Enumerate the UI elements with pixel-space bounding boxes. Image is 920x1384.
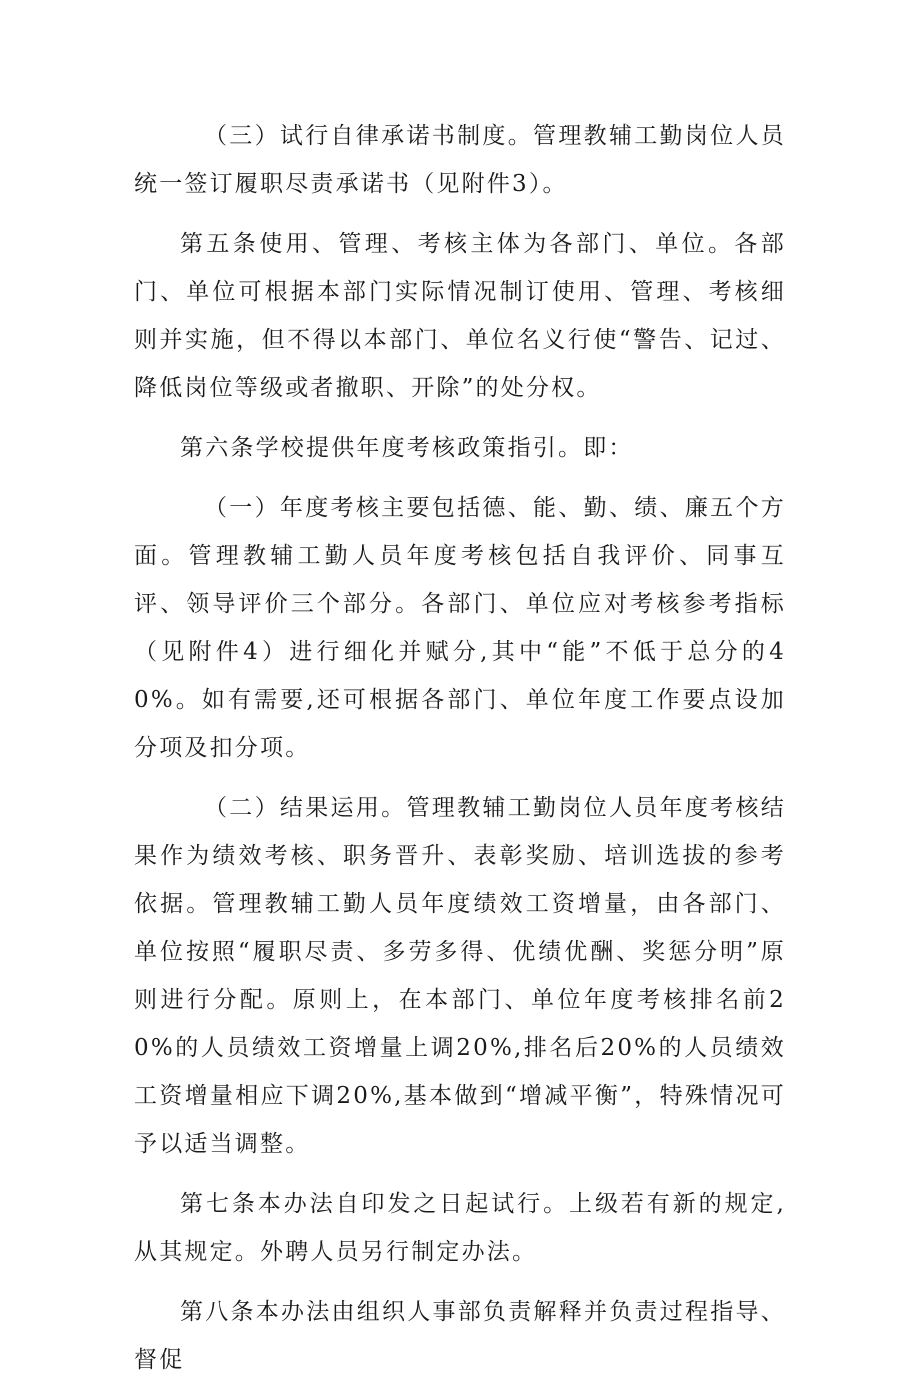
paragraph-article-8: 第八条本办法由组织人事部负责解释并负责过程指导、督促 [134, 1299, 786, 1373]
paragraph-annual-assessment: （一）年度考核主要包括德、能、勤、绩、廉五个方面。管理教辅工勤人员年度考核包括自我评价、同事互评、领导评价三个部分。各部门、单位应对考核参考指标（见附件4）进行细化并赋分,其中“能”不低于总分的40%。如有需要,还可根据各部门、单位年度工作要点设加分项及扣分项。 [134, 495, 786, 761]
document-body [134, 112, 786, 1384]
paragraph-result-application: （二）结果运用。管理教辅工勤岗位人员年度考核结果作为绩效考核、职务晋升、表彰奖励、培训选拔的参考依据。管理教辅工勤人员年度绩效工资增量，由各部门、单位按照“履职尽责、多劳多得、优绩优酬、奖惩分明”原则进行分配。原则上，在本部门、单位年度考核排名前20%的人员绩效工资增量上调20%,排名后20%的人员绩效工资增量相应下调20%,基本做到“增减平衡”，特殊情况可予以适当调整。 [134, 795, 786, 1157]
paragraph-self-discipline-pledge: （三）试行自律承诺书制度。管理教辅工勤岗位人员统一签订履职尽责承诺书（见附件3）。 [134, 123, 786, 197]
paragraph-article-5: 第五条使用、管理、考核主体为各部门、单位。各部门、单位可根据本部门实际情况制订使用、管理、考核细则并实施，但不得以本部门、单位名义行使“警告、记过、降低岗位等级或者撤职、开除”的处分权。 [134, 231, 786, 401]
paragraph-article-7: 第七条本办法自印发之日起试行。上级若有新的规定,从其规定。外聘人员另行制定办法。 [134, 1191, 786, 1265]
paragraph-article-6: 第六条学校提供年度考核政策指引。即： [180, 435, 634, 461]
